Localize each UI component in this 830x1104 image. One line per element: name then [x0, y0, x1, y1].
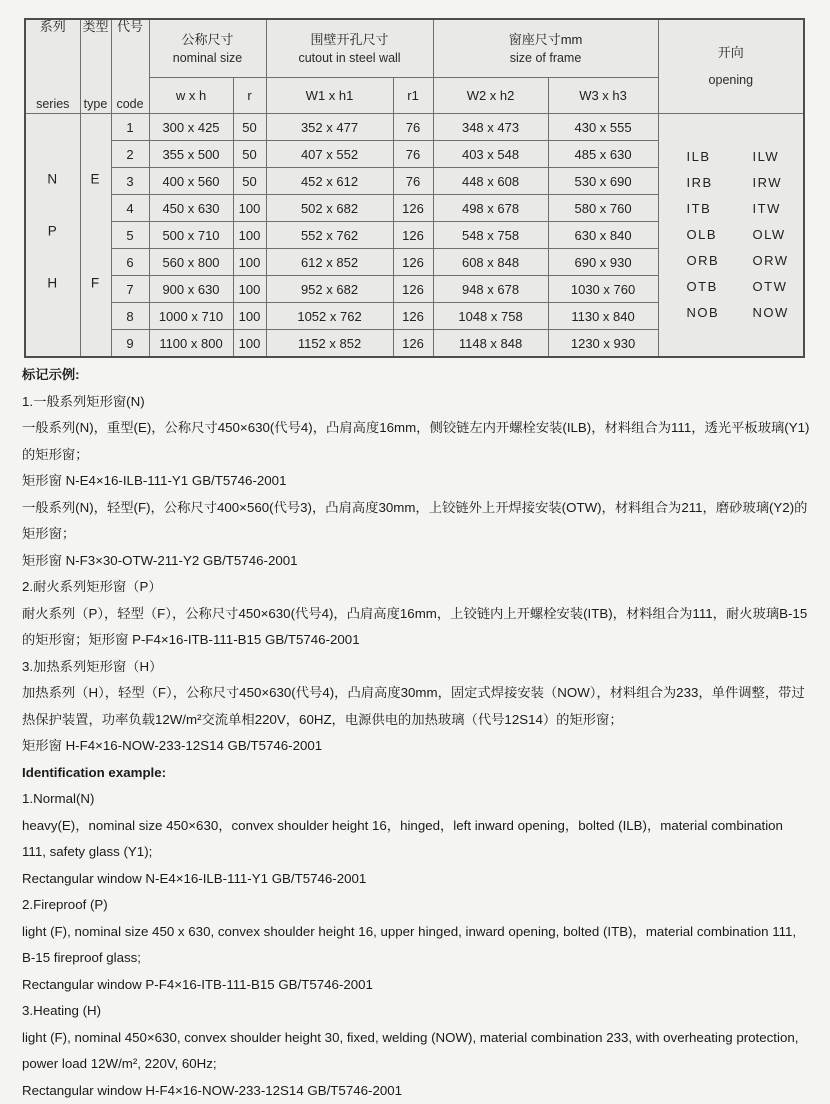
frame-w3-cell: 530 x 690 [548, 168, 658, 195]
header-w3xh3: W3 x h3 [548, 78, 658, 114]
header-series [25, 19, 80, 114]
header-cutout [266, 19, 433, 78]
note-line: 3.加热系列矩形窗（H） [22, 654, 810, 681]
header-nominal-zh: 公称尺寸 [150, 32, 266, 48]
frame-w2-cell: 498 x 678 [433, 195, 548, 222]
opening-code-pair [687, 222, 804, 248]
series-letter: P [26, 224, 80, 239]
header-cutout-en: cutout in steel wall [267, 51, 433, 66]
cutout-cell: 952 x 682 [266, 276, 393, 303]
header-r: r [233, 78, 266, 114]
frame-w3-cell: 430 x 555 [548, 114, 658, 141]
code-cell: 4 [111, 195, 149, 222]
r1-cell: 126 [393, 195, 433, 222]
table-body [25, 114, 804, 358]
code-cell: 6 [111, 249, 149, 276]
cutout-cell: 407 x 552 [266, 141, 393, 168]
opening-code: OTW [753, 274, 788, 300]
header-code [111, 19, 149, 114]
notes-section [22, 362, 810, 1104]
opening-code: IRB [687, 170, 753, 196]
r-cell: 50 [233, 141, 266, 168]
window-dimension-table [24, 18, 805, 358]
opening-code-pair [687, 144, 804, 170]
code-cell: 9 [111, 330, 149, 358]
cutout-cell: 1152 x 852 [266, 330, 393, 358]
note-line: light (F), nominal size 450 x 630, convex shoulder height 16, upper hinged, inward opening, bolted (ITB)，material combination 111, B-15 fireproof glass; [22, 919, 810, 972]
opening-code-pair [687, 248, 804, 274]
note-line: 矩形窗 H-F4×16-NOW-233-12S14 GB/T5746-2001 [22, 733, 810, 760]
header-wxh: w x h [149, 78, 233, 114]
code-cell: 8 [111, 303, 149, 330]
nominal-cell: 560 x 800 [149, 249, 233, 276]
opening-code: IRW [753, 170, 783, 196]
type-cell [80, 114, 111, 358]
note-line: 3.Heating (H) [22, 998, 810, 1025]
frame-w2-cell: 1048 x 758 [433, 303, 548, 330]
code-cell: 3 [111, 168, 149, 195]
opening-code: OLB [687, 222, 753, 248]
note-line: 2.耐火系列矩形窗（P） [22, 574, 810, 601]
cutout-cell: 612 x 852 [266, 249, 393, 276]
header-frame-zh: 窗座尺寸mm [434, 32, 658, 48]
opening-cell [658, 114, 804, 358]
r-cell: 50 [233, 114, 266, 141]
frame-w3-cell: 580 x 760 [548, 195, 658, 222]
frame-w3-cell: 690 x 930 [548, 249, 658, 276]
nominal-cell: 1100 x 800 [149, 330, 233, 358]
note-line: heavy(E)，nominal size 450×630，convex shoulder height 16，hinged，left inward opening，bolted (ILB)，material combination 111, safety glass (Y1); [22, 813, 810, 866]
header-cutout-zh: 围壁开孔尺寸 [267, 32, 433, 48]
series-cell [25, 114, 80, 358]
header-type [80, 19, 111, 114]
frame-w2-cell: 608 x 848 [433, 249, 548, 276]
header-w1xh1: W1 x h1 [266, 78, 393, 114]
nominal-cell: 900 x 630 [149, 276, 233, 303]
header-nominal-size [149, 19, 266, 78]
cutout-cell: 452 x 612 [266, 168, 393, 195]
r-cell: 100 [233, 249, 266, 276]
nominal-cell: 500 x 710 [149, 222, 233, 249]
opening-code: NOW [753, 300, 789, 326]
r1-cell: 126 [393, 249, 433, 276]
series-letter: N [26, 172, 80, 187]
opening-code-pair [687, 196, 804, 222]
note-line: 标记示例: [22, 362, 810, 389]
nominal-cell: 300 x 425 [149, 114, 233, 141]
note-line: Rectangular window N-E4×16-ILB-111-Y1 GB/T5746-2001 [22, 866, 810, 893]
note-line: 矩形窗 N-E4×16-ILB-111-Y1 GB/T5746-2001 [22, 468, 810, 495]
note-line: 2.Fireproof (P) [22, 892, 810, 919]
window-dimension-table-wrap [24, 18, 805, 358]
frame-w2-cell: 548 x 758 [433, 222, 548, 249]
r-cell: 50 [233, 168, 266, 195]
r1-cell: 76 [393, 114, 433, 141]
r1-cell: 126 [393, 276, 433, 303]
cutout-cell: 352 x 477 [266, 114, 393, 141]
frame-w3-cell: 1130 x 840 [548, 303, 658, 330]
series-letter: H [26, 276, 80, 291]
code-cell: 5 [111, 222, 149, 249]
frame-w2-cell: 948 x 678 [433, 276, 548, 303]
header-opening [658, 19, 804, 114]
note-line: 1.Normal(N) [22, 786, 810, 813]
frame-w3-cell: 630 x 840 [548, 222, 658, 249]
r-cell: 100 [233, 303, 266, 330]
frame-w3-cell: 485 x 630 [548, 141, 658, 168]
header-code-en: code [112, 97, 149, 112]
note-line: Rectangular window P-F4×16-ITB-111-B15 GB/T5746-2001 [22, 972, 810, 999]
opening-code-pair [687, 170, 804, 196]
frame-w3-cell: 1230 x 930 [548, 330, 658, 358]
opening-code: ITB [687, 196, 753, 222]
frame-w2-cell: 448 x 608 [433, 168, 548, 195]
note-line: Identification example: [22, 760, 810, 787]
note-line: 耐火系列（P），轻型（F），公称尺寸450×630(代号4)，凸肩高度16mm，上铰链内上开螺栓安装(ITB)，材料组合为111，耐火玻璃B-15的矩形窗；矩形窗 P-F4×16-ITB-111-B15 GB/T5746-2001 [22, 601, 810, 654]
header-code-zh: 代号 [112, 19, 149, 35]
opening-code: ITW [753, 196, 781, 222]
opening-code: OLW [753, 222, 786, 248]
header-frame-en: size of frame [434, 51, 658, 66]
frame-w2-cell: 348 x 473 [433, 114, 548, 141]
note-line: Rectangular window H-F4×16-NOW-233-12S14 GB/T5746-2001 [22, 1078, 810, 1104]
opening-code: ORW [753, 248, 789, 274]
frame-w2-cell: 403 x 548 [433, 141, 548, 168]
header-r1: r1 [393, 78, 433, 114]
cutout-cell: 502 x 682 [266, 195, 393, 222]
r-cell: 100 [233, 276, 266, 303]
r-cell: 100 [233, 222, 266, 249]
opening-code: ILW [753, 144, 780, 170]
header-nominal-en: nominal size [150, 51, 266, 66]
r-cell: 100 [233, 195, 266, 222]
opening-code: ILB [687, 144, 753, 170]
header-series-zh: 系列 [26, 19, 80, 35]
note-line: 一般系列(N)，重型(E)，公称尺寸450×630(代号4)，凸肩高度16mm，侧铰链左内开螺栓安装(ILB)，材料组合为111，透光平板玻璃(Y1)的矩形窗； [22, 415, 810, 468]
nominal-cell: 1000 x 710 [149, 303, 233, 330]
opening-code: OTB [687, 274, 753, 300]
frame-w2-cell: 1148 x 848 [433, 330, 548, 358]
type-letter: E [81, 172, 111, 187]
table-row [25, 114, 804, 141]
nominal-cell: 355 x 500 [149, 141, 233, 168]
r1-cell: 76 [393, 141, 433, 168]
opening-code-pair [687, 274, 804, 300]
cutout-cell: 1052 x 762 [266, 303, 393, 330]
frame-w3-cell: 1030 x 760 [548, 276, 658, 303]
opening-code: ORB [687, 248, 753, 274]
note-line: 1.一般系列矩形窗(N) [22, 389, 810, 416]
nominal-cell: 400 x 560 [149, 168, 233, 195]
note-line: 加热系列（H），轻型（F），公称尺寸450×630(代号4)，凸肩高度30mm，固定式焊接安装（NOW），材料组合为233，单件调整，带过热保护装置，功率负载12W/m²交流单相220V，60HZ，电源供电的加热玻璃（代号12S14）的矩形窗； [22, 680, 810, 733]
nominal-cell: 450 x 630 [149, 195, 233, 222]
r1-cell: 126 [393, 303, 433, 330]
cutout-cell: 552 x 762 [266, 222, 393, 249]
type-letter: F [81, 276, 111, 291]
note-line: 一般系列(N)，轻型(F)，公称尺寸400×560(代号3)，凸肩高度30mm，上铰链外上开焊接安装(OTW)，材料组合为211，磨砂玻璃(Y2)的矩形窗； [22, 495, 810, 548]
opening-code-pair [687, 300, 804, 326]
r1-cell: 126 [393, 330, 433, 358]
code-cell: 7 [111, 276, 149, 303]
header-opening-zh: 开向 [659, 45, 804, 61]
note-line: 矩形窗 N-F3×30-OTW-211-Y2 GB/T5746-2001 [22, 548, 810, 575]
header-opening-en: opening [659, 73, 804, 88]
header-w2xh2: W2 x h2 [433, 78, 548, 114]
header-frame-size [433, 19, 658, 78]
header-type-en: type [81, 97, 111, 112]
r1-cell: 76 [393, 168, 433, 195]
header-series-en: series [26, 97, 80, 112]
header-type-zh: 类型 [81, 19, 111, 35]
code-cell: 1 [111, 114, 149, 141]
code-cell: 2 [111, 141, 149, 168]
r-cell: 100 [233, 330, 266, 358]
opening-code: NOB [687, 300, 753, 326]
r1-cell: 126 [393, 222, 433, 249]
note-line: light (F), nominal 450×630, convex shoulder height 30, fixed, welding (NOW), material combination 233, with overheating protection, power load 12W/m², 220V, 60Hz; [22, 1025, 810, 1078]
